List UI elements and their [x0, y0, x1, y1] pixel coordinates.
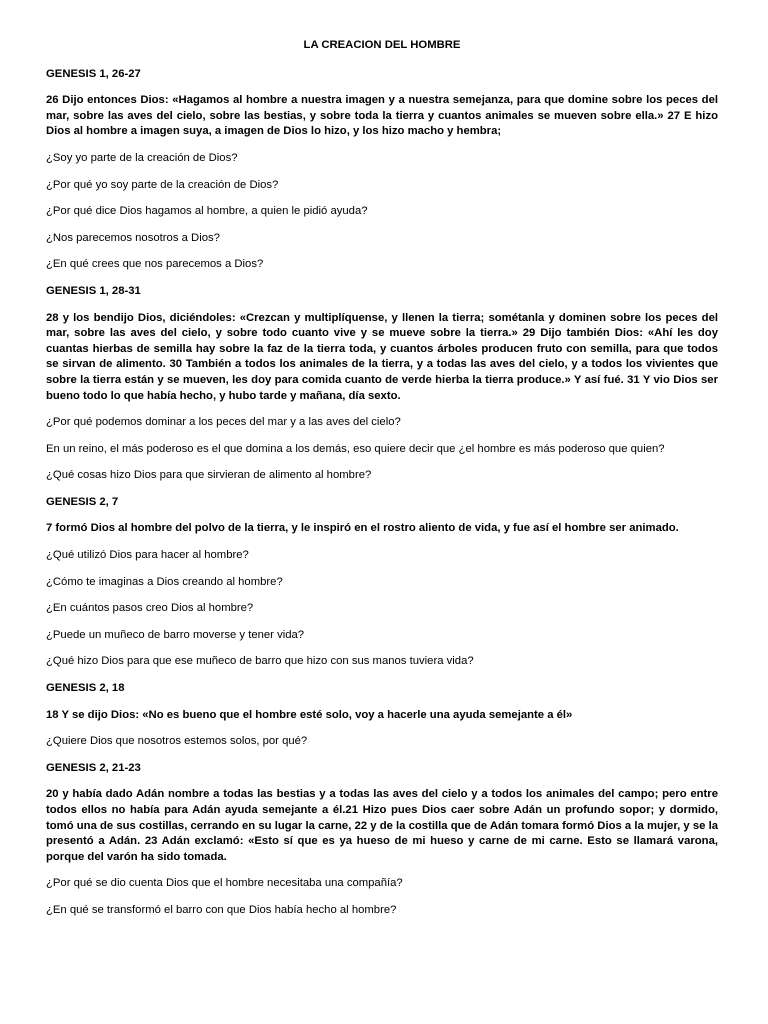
- question: ¿Qué hizo Dios para que ese muñeco de barro que hizo con sus manos tuviera vida?: [46, 655, 474, 668]
- section-heading: GENESIS 2, 7: [46, 495, 119, 508]
- verse-text: 28 y los bendijo Dios, diciéndoles: «Crezcan y multiplíquense, y llenen la tierra; sométanla y dominen sobre los peces del mar, sobre las aves del cielo, y sobre todo cuanto vive y se mueve sobre la tierra.» 29 Dijo también Dios: «Ahí les doy cuantas hierbas de semilla hay sobre la faz de la tierra toda, y cuantos árboles producen fruto con semilla, para que todos se sirvan de alimento. 30 También a todos los animales de la tierra, y a todas las aves del cielo, y a todos los vivientes que sobre la tierra están y se mueven, les doy para comida cuanto de verde hierba la tierra produce.» Y así fué. 31 Y vio Dios ser bueno todo lo que había hecho, y hubo tarde y mañana, día sexto.: [46, 311, 718, 402]
- question: ¿Soy yo parte de la creación de Dios?: [46, 151, 238, 164]
- section-heading: GENESIS 1, 28-31: [46, 284, 141, 297]
- section-heading: GENESIS 2, 21-23: [46, 761, 141, 774]
- question: En un reino, el más poderoso es el que domina a los demás, eso quiere decir que ¿el hombre es más poderoso que quien?: [46, 442, 665, 455]
- question: ¿En qué crees que nos parecemos a Dios?: [46, 258, 264, 271]
- question: ¿Qué utilizó Dios para hacer al hombre?: [46, 549, 249, 562]
- question: ¿En qué se transformó el barro con que Dios había hecho al hombre?: [46, 903, 397, 916]
- question: ¿En cuántos pasos creo Dios al hombre?: [46, 602, 254, 615]
- question: ¿Puede un muñeco de barro moverse y tener vida?: [46, 628, 305, 641]
- question: ¿Nos parecemos nosotros a Dios?: [46, 231, 220, 244]
- verse-text: 20 y había dado Adán nombre a todas las bestias y a todas las aves del cielo y a todos los animales del campo; pero entre todos ellos no había para Adán ayuda semejante a él.21 Hizo pues Dios caer sobre Adán un profundo sopor; y dormido, tomó una de sus costillas, cerrando en su lugar la carne, 22 y de la costilla que de Adán tomara formó Dios a la mujer, y se la presentó a Adán. 23 Adán exclamó: «Esto sí que es ya hueso de mi hueso y carne de mi carne. Esto se llamará varona, porque del varón ha sido tomada.: [46, 788, 718, 863]
- question: ¿Por qué dice Dios hagamos al hombre, a quien le pidió ayuda?: [46, 205, 368, 218]
- verse-text: 18 Y se dijo Dios: «No es bueno que el hombre esté solo, voy a hacerle una ayuda semejante a él»: [46, 708, 573, 721]
- document-title: LA CREACION DEL HOMBRE: [303, 39, 461, 51]
- question: ¿Por qué podemos dominar a los peces del mar y a las aves del cielo?: [46, 416, 401, 429]
- document-page: [46, 38, 718, 930]
- verse-text: 7 formó Dios al hombre del polvo de la tierra, y le inspiró en el rostro aliento de vida, y fue así el hombre ser animado.: [46, 522, 679, 535]
- question: ¿Por qué se dio cuenta Dios que el hombre necesitaba una compañía?: [46, 877, 403, 890]
- question: ¿Quiere Dios que nosotros estemos solos, por qué?: [46, 735, 308, 748]
- question: ¿Cómo te imaginas a Dios creando al hombre?: [46, 575, 283, 588]
- verse-text: 26 Dijo entonces Dios: «Hagamos al hombre a nuestra imagen y a nuestra semejanza, para que domine sobre los peces del mar, sobre las aves del cielo, sobre las bestias, y sobre toda la tierra y cuantos animales se mueven sobre ella.» 27 E hizo Dios al hombre a imagen suya, a imagen de Dios lo hizo, y los hizo macho y hembra;: [46, 94, 718, 138]
- section-heading: GENESIS 2, 18: [46, 682, 125, 695]
- question: ¿Por qué yo soy parte de la creación de Dios?: [46, 178, 279, 191]
- question: ¿Qué cosas hizo Dios para que sirvieran de alimento al hombre?: [46, 469, 372, 482]
- section-heading: GENESIS 1, 26-27: [46, 67, 141, 80]
